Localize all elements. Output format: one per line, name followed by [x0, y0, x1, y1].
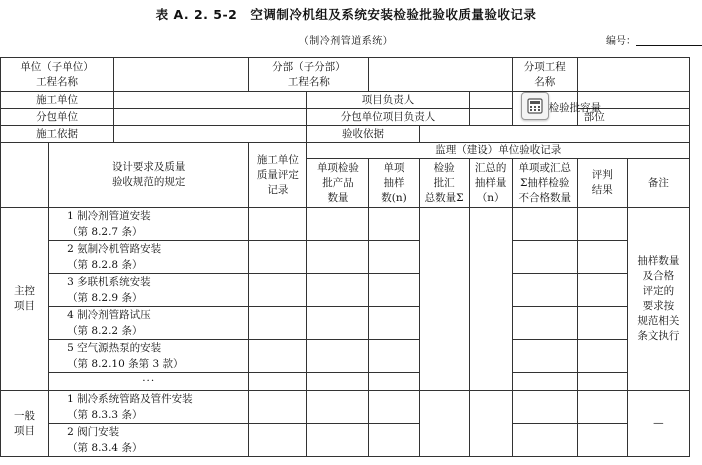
general-item-1-result[interactable] — [577, 391, 627, 424]
remarks-header: 备注 — [627, 159, 689, 208]
basis-value[interactable] — [114, 126, 307, 143]
general-item-1-eval[interactable] — [249, 391, 307, 424]
general-item-1-batch[interactable] — [307, 391, 369, 424]
acceptance-record-table — [0, 57, 690, 457]
total-sample-header: 汇总的 抽样量 （n） — [469, 159, 512, 208]
batch-total-header: 检验 批汇 总数量Σ — [419, 159, 469, 208]
main-item-4-result[interactable] — [577, 307, 627, 340]
main-item-5-eval[interactable] — [249, 340, 307, 373]
table-row — [1, 424, 690, 457]
general-label: 一般 项目 — [1, 391, 49, 457]
main-item-4-nonconforming[interactable] — [512, 307, 577, 340]
general-item-1-sample[interactable] — [369, 391, 419, 424]
subcontractor-label: 分包单位 — [1, 109, 114, 126]
ellipsis-eval[interactable] — [249, 373, 307, 391]
batch-location-label: 部位 — [577, 109, 689, 126]
main-item-4-batch[interactable] — [307, 307, 369, 340]
table-row — [1, 274, 690, 307]
unit-project-value[interactable] — [114, 58, 249, 92]
item-project-label: 分项工程 名称 — [512, 58, 577, 92]
table-row — [1, 373, 690, 391]
main-item-4-sample[interactable] — [369, 307, 419, 340]
main-item-2-eval[interactable] — [249, 241, 307, 274]
general-item-2-eval[interactable] — [249, 424, 307, 457]
main-batch-total[interactable] — [419, 208, 469, 391]
general-item-2-result[interactable] — [577, 424, 627, 457]
subcontractor-value[interactable] — [114, 109, 307, 126]
unit-project-label: 单位（子单位） 工程名称 — [1, 58, 114, 92]
main-item-3-eval[interactable] — [249, 274, 307, 307]
main-item-2: 2 氨制冷机管路安装 （第 8.2.8 条） — [49, 241, 249, 274]
sub-project-manager-value[interactable] — [469, 109, 512, 126]
ellipsis-nonconforming[interactable] — [512, 373, 577, 391]
serial-number-field[interactable] — [606, 32, 702, 47]
ellipsis-batch[interactable] — [307, 373, 369, 391]
acceptance-basis-value[interactable] — [419, 126, 689, 143]
main-item-1-result[interactable] — [577, 208, 627, 241]
document-title: 表 A. 2. 5-2 空调制冷机组及系统安装检验批验收质量验收记录 — [155, 7, 537, 22]
general-item-1: 1 制冷系统管路及管件安装 （第 8.3.3 条） — [49, 391, 249, 424]
serial-number-label: 编号： — [606, 36, 636, 47]
main-item-2-batch[interactable] — [307, 241, 369, 274]
sub-project-label: 分部（子分部） 工程名称 — [249, 58, 369, 92]
single-batch-count-header: 单项检验 批产品 数量 — [307, 159, 369, 208]
main-item-1-sample[interactable] — [369, 208, 419, 241]
main-item-2-result[interactable] — [577, 241, 627, 274]
constructor-label: 施工单位 — [1, 92, 114, 109]
main-item-2-sample[interactable] — [369, 241, 419, 274]
table-row — [1, 307, 690, 340]
table-row — [1, 208, 690, 241]
project-manager-label: 项目负责人 — [307, 92, 469, 109]
main-item-4-eval[interactable] — [249, 307, 307, 340]
table-row — [1, 391, 690, 424]
main-item-1-eval[interactable] — [249, 208, 307, 241]
category-header — [1, 143, 49, 208]
general-item-1-nonconforming[interactable] — [512, 391, 577, 424]
main-item-5-sample[interactable] — [369, 340, 419, 373]
general-item-2-nonconforming[interactable] — [512, 424, 577, 457]
ellipsis-result[interactable] — [577, 373, 627, 391]
general-total-sample[interactable] — [469, 391, 512, 457]
main-item-5-result[interactable] — [577, 340, 627, 373]
calculator-icon[interactable] — [521, 92, 549, 120]
sub-project-value[interactable] — [369, 58, 512, 92]
constructor-eval-header: 施工单位 质量评定 记录 — [249, 143, 307, 208]
serial-number-line — [636, 34, 702, 46]
general-item-2-sample[interactable] — [369, 424, 419, 457]
main-item-3-sample[interactable] — [369, 274, 419, 307]
general-item-2-batch[interactable] — [307, 424, 369, 457]
document-subtitle: （制冷剂管道系统） — [298, 36, 394, 47]
main-item-3: 3 多联机系统安装 （第 8.2.9 条） — [49, 274, 249, 307]
supervision-header: 监理（建设）单位验收记录 — [307, 143, 690, 159]
main-item-5: 5 空气源热泵的安装 （第 8.2.10 条第 3 款） — [49, 340, 249, 373]
general-item-2: 2 阀门安装 （第 8.3.4 条） — [49, 424, 249, 457]
nonconforming-header: 单项或汇总 Σ抽样检验 不合格数量 — [512, 159, 577, 208]
table-row — [1, 340, 690, 373]
project-manager-value[interactable] — [469, 92, 512, 109]
acceptance-basis-label: 验收依据 — [307, 126, 419, 143]
single-sample-count-header: 单项 抽样 数(n) — [369, 159, 419, 208]
main-item-3-nonconforming[interactable] — [512, 274, 577, 307]
main-item-5-batch[interactable] — [307, 340, 369, 373]
main-item-3-batch[interactable] — [307, 274, 369, 307]
table-row — [1, 241, 690, 274]
ellipsis-sample[interactable] — [369, 373, 419, 391]
main-item-2-nonconforming[interactable] — [512, 241, 577, 274]
main-item-1: 1 制冷剂管道安装 （第 8.2.7 条） — [49, 208, 249, 241]
general-batch-total[interactable] — [419, 391, 469, 457]
batch-capacity-label: 检验批容量 — [548, 101, 602, 114]
main-control-remark: 抽样数量 及合格 评定的 要求按 规范相关 条文执行 — [627, 208, 689, 391]
main-control-label: 主控 项目 — [1, 208, 49, 391]
basis-label: 施工依据 — [1, 126, 114, 143]
item-project-value[interactable] — [577, 58, 689, 92]
main-item-1-batch[interactable] — [307, 208, 369, 241]
main-item-5-nonconforming[interactable] — [512, 340, 577, 373]
result-header: 评判 结果 — [577, 159, 627, 208]
constructor-value[interactable] — [114, 92, 307, 109]
main-item-4: 4 制冷剂管路试压 （第 8.2.2 条） — [49, 307, 249, 340]
general-remark: — — [627, 391, 689, 457]
main-item-1-nonconforming[interactable] — [512, 208, 577, 241]
main-item-3-result[interactable] — [577, 274, 627, 307]
sub-project-manager-label: 分包单位项目负责人 — [307, 109, 469, 126]
main-item-ellipsis: ··· — [49, 373, 249, 391]
design-requirements-header: 设计要求及质量 验收规范的规定 — [49, 143, 249, 208]
main-total-sample[interactable] — [469, 208, 512, 391]
